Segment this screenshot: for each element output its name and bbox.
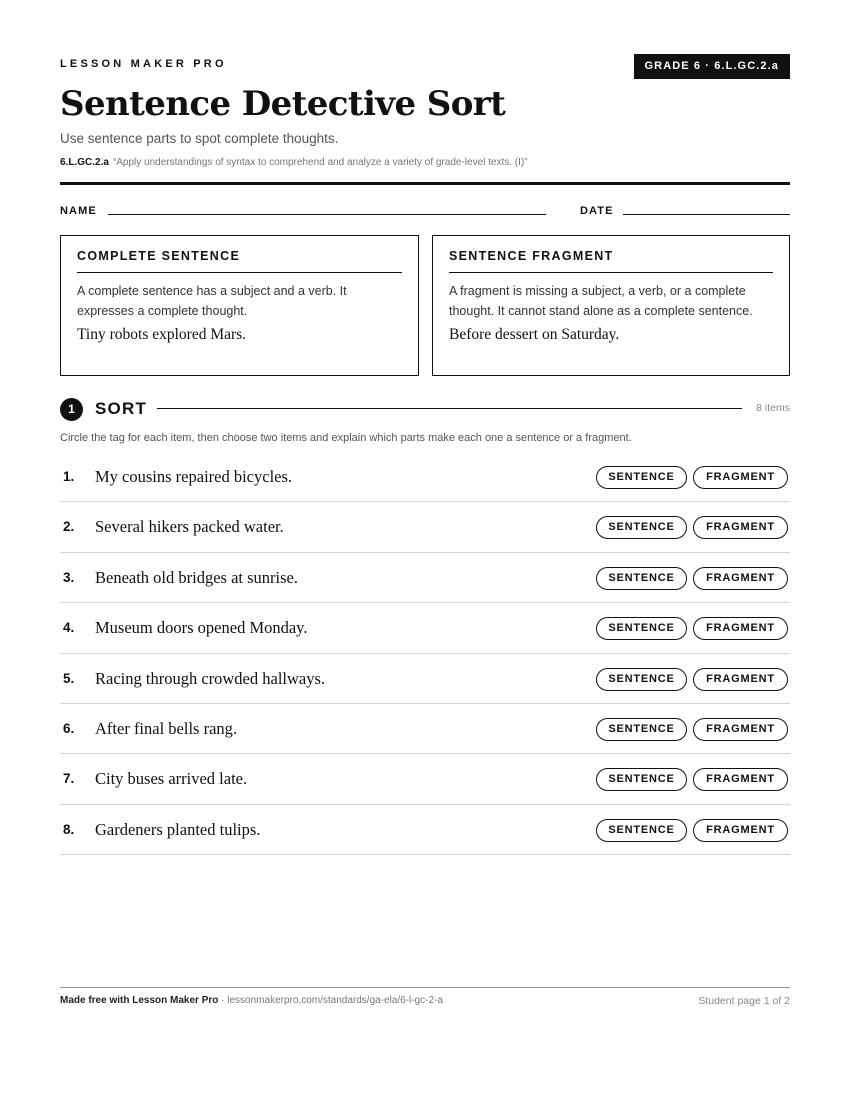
item-number: 2. <box>63 519 75 535</box>
item-text: Museum doors opened Monday. <box>95 618 308 638</box>
fragment-tag[interactable]: FRAGMENT <box>693 466 788 489</box>
sentence-tag[interactable]: SENTENCE <box>596 617 687 640</box>
fragment-tag[interactable]: FRAGMENT <box>693 768 788 791</box>
sentence-tag[interactable]: SENTENCE <box>596 819 687 842</box>
sentence-tag[interactable]: SENTENCE <box>596 516 687 539</box>
item-number: 3. <box>63 569 75 585</box>
sort-item-list <box>60 452 790 855</box>
card-example: Tiny robots explored Mars. <box>77 326 247 343</box>
list-item <box>60 452 790 502</box>
sentence-fragment-card <box>432 235 790 376</box>
brand-name: LESSON MAKER PRO <box>60 58 227 70</box>
list-item <box>60 654 790 704</box>
fragment-tag[interactable]: FRAGMENT <box>693 617 788 640</box>
item-text: City buses arrived late. <box>95 769 248 789</box>
card-example: Before dessert on Saturday. <box>449 326 620 343</box>
section-divider <box>157 408 742 409</box>
item-count: 8 items <box>756 402 790 414</box>
standard-text: “Apply understandings of syntax to comprehend and analyze a variety of grade-level texts. (I)” <box>112 157 528 168</box>
card-description: A fragment is missing a subject, a verb, or a complete thought. It cannot stand alone as a complete sentence. <box>449 284 753 318</box>
card-title: SENTENCE FRAGMENT <box>449 249 773 273</box>
item-text: Gardeners planted tulips. <box>95 819 261 839</box>
list-item <box>60 603 790 653</box>
item-number: 1. <box>63 469 75 484</box>
date-label: DATE <box>580 205 614 217</box>
list-item <box>60 553 790 603</box>
date-field[interactable] <box>623 214 790 215</box>
fragment-tag[interactable]: FRAGMENT <box>693 819 788 842</box>
fragment-tag[interactable]: FRAGMENT <box>693 567 788 590</box>
item-text: Beneath old bridges at sunrise. <box>95 567 298 587</box>
item-text: Racing through crowded hallways. <box>95 668 326 688</box>
section-number-badge: 1 <box>60 398 83 421</box>
complete-sentence-card <box>60 235 419 376</box>
sentence-tag[interactable]: SENTENCE <box>596 466 687 489</box>
item-text: After final bells rang. <box>95 718 238 738</box>
header-divider <box>60 182 790 185</box>
page-title: Sentence Detective Sort <box>60 84 506 124</box>
fragment-tag[interactable]: FRAGMENT <box>693 668 788 691</box>
list-item <box>60 704 790 754</box>
card-title: COMPLETE SENTENCE <box>77 249 402 273</box>
item-text: My cousins repaired bicycles. <box>95 467 293 486</box>
item-text: Several hikers packed water. <box>95 517 284 537</box>
sentence-tag[interactable]: SENTENCE <box>596 718 687 741</box>
footer-made-with: Made free with Lesson Maker Pro <box>60 995 219 1006</box>
grade-standard-badge: GRADE 6 · 6.L.GC.2.a <box>634 54 790 79</box>
worksheet-page <box>60 0 790 1100</box>
sentence-tag[interactable]: SENTENCE <box>596 768 687 791</box>
fragment-tag[interactable]: FRAGMENT <box>693 516 788 539</box>
list-item <box>60 805 790 855</box>
item-number: 6. <box>63 720 75 736</box>
section-title: SORT <box>95 399 148 418</box>
sentence-tag[interactable]: SENTENCE <box>596 668 687 691</box>
fragment-tag[interactable]: FRAGMENT <box>693 718 788 741</box>
list-item <box>60 502 790 552</box>
footer-url[interactable]: · lessonmakerpro.com/standards/ga-ela/6-l-gc-2-a <box>218 995 443 1006</box>
item-number: 7. <box>63 771 75 787</box>
item-number: 4. <box>63 620 75 636</box>
instructions: Circle the tag for each item, then choose two items and explain which parts make each one a sentence or a fragment. <box>60 432 632 444</box>
name-label: NAME <box>60 205 97 217</box>
list-item <box>60 754 790 804</box>
card-description: A complete sentence has a subject and a verb. It expresses a complete thought. <box>77 284 347 318</box>
page-subtitle: Use sentence parts to spot complete thoughts. <box>60 131 339 146</box>
standard-line <box>60 157 528 168</box>
footer-divider <box>60 987 790 988</box>
sentence-tag[interactable]: SENTENCE <box>596 567 687 590</box>
name-field[interactable] <box>108 214 546 215</box>
standard-code: 6.L.GC.2.a <box>60 157 109 168</box>
footer-credit <box>60 995 443 1006</box>
page-indicator: Student page 1 of 2 <box>698 995 790 1007</box>
item-number: 5. <box>63 670 75 686</box>
item-number: 8. <box>63 821 75 837</box>
